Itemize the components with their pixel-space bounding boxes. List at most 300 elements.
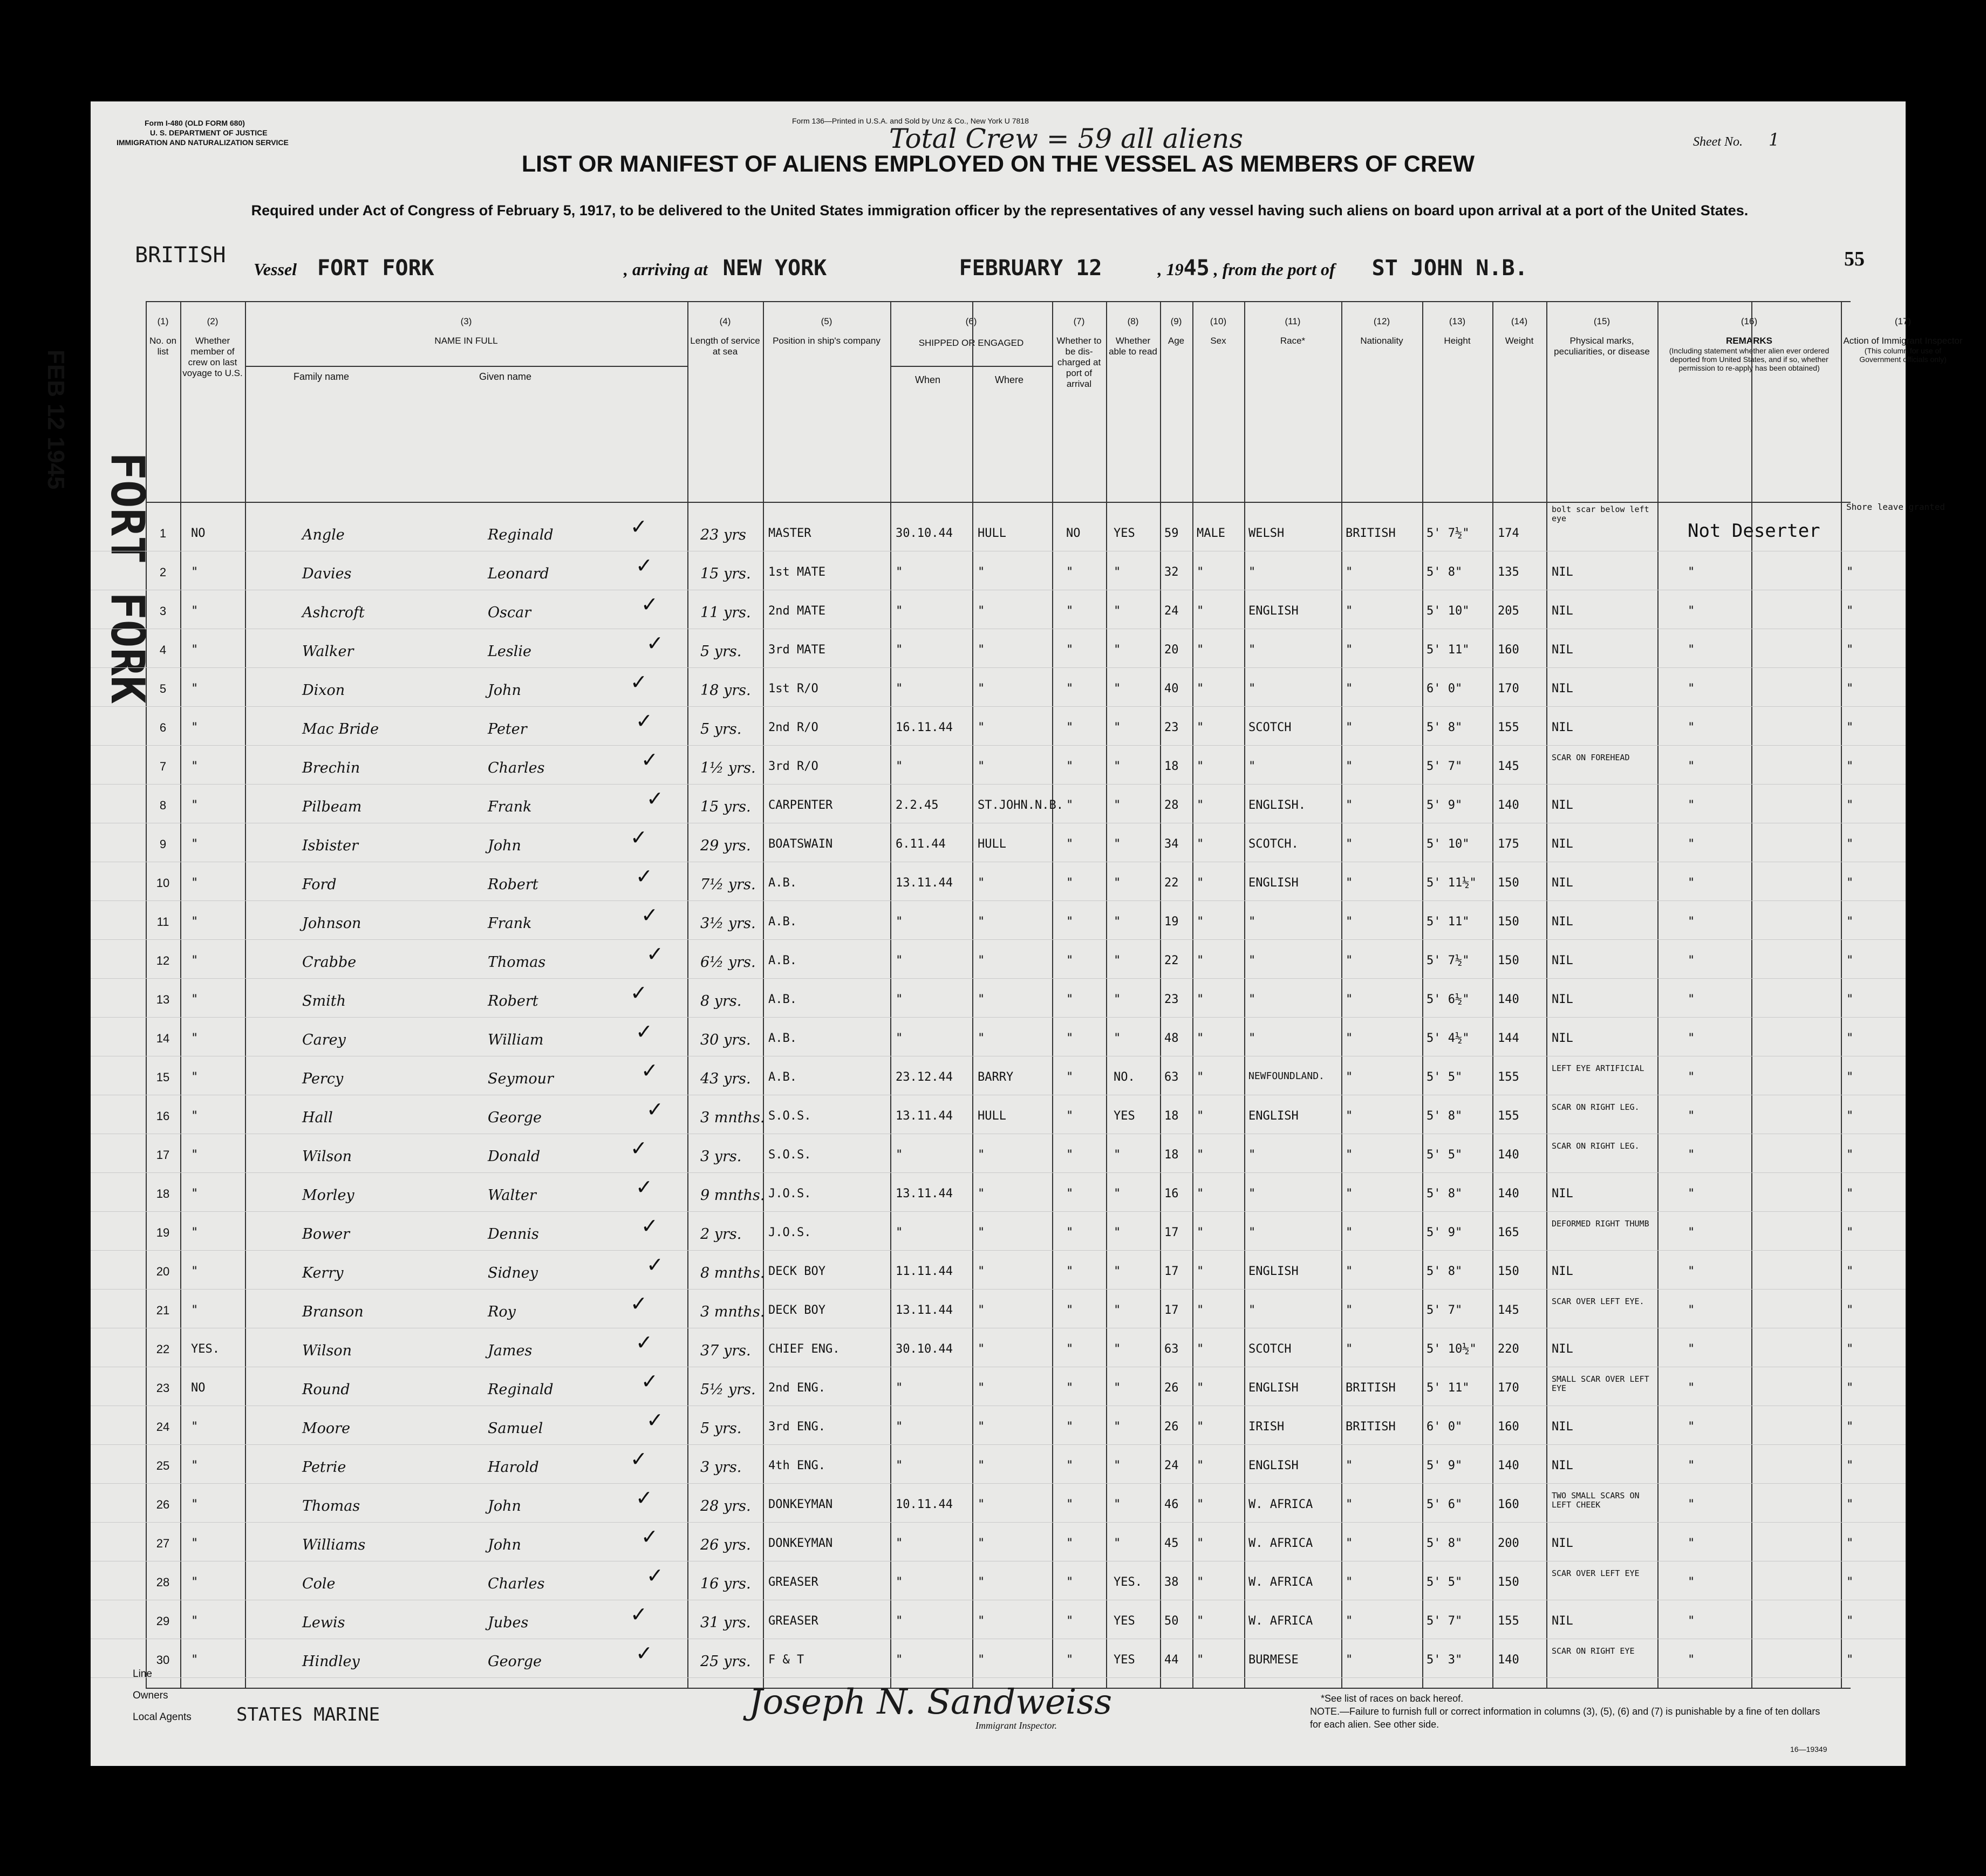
shipped-when-cell: "	[896, 565, 903, 579]
age-cell: 17	[1164, 1226, 1179, 1239]
height-cell: 5' 3"	[1427, 1653, 1463, 1667]
service-length-cell: 11 yrs.	[700, 604, 751, 621]
table-row	[91, 784, 1906, 823]
table-row	[91, 668, 1906, 707]
remarks-cell: "	[1688, 1498, 1695, 1511]
remarks-cell: "	[1688, 1304, 1695, 1317]
remarks-cell: "	[1688, 682, 1695, 695]
physical-marks-cell: NIL	[1552, 1614, 1573, 1628]
table-row	[91, 551, 1906, 590]
able-to-read-cell: "	[1114, 1265, 1121, 1278]
discharge-cell: "	[1066, 1342, 1074, 1356]
race-cell: W. AFRICA	[1248, 1575, 1313, 1589]
height-cell: 5' 5"	[1427, 1575, 1463, 1589]
height-cell: 5' 7½"	[1427, 527, 1470, 540]
service-length-cell: 3 mnths.	[700, 1109, 765, 1126]
race-cell: SCOTCH.	[1248, 837, 1299, 851]
family-name-cell: Percy	[302, 1070, 344, 1087]
form-number: Form I-480 (OLD FORM 680)	[145, 119, 245, 127]
given-name-cell: Jubes	[488, 1614, 529, 1631]
height-cell: 5' 5"	[1427, 1148, 1463, 1162]
physical-marks-cell: SCAR ON FOREHEAD	[1552, 753, 1630, 762]
row-number-cell: 23	[156, 1381, 170, 1395]
discharge-cell: "	[1066, 799, 1074, 812]
vessel-name: FORT FORK	[317, 256, 434, 281]
row-number-cell: 15	[156, 1070, 170, 1084]
given-name-cell: John	[488, 837, 521, 854]
shipped-where-cell: "	[978, 876, 985, 890]
physical-marks-cell: NIL	[1552, 604, 1573, 618]
physical-marks-cell: SCAR ON RIGHT LEG.	[1552, 1141, 1640, 1151]
physical-marks-cell: NIL	[1552, 993, 1573, 1006]
able-to-read-cell: "	[1114, 1148, 1121, 1162]
shipped-where-cell: "	[978, 1614, 985, 1628]
nationality-cell: "	[1346, 1342, 1353, 1356]
family-name-cell: Johnson	[302, 915, 361, 932]
height-cell: 5' 11½"	[1427, 876, 1477, 890]
inspector-action-cell: "	[1846, 799, 1854, 812]
weight-cell: 150	[1498, 1265, 1519, 1278]
row-number-cell: 1	[159, 527, 167, 540]
check-mark-icon: ✓	[641, 1369, 658, 1393]
sex-cell: "	[1197, 837, 1204, 851]
shipped-when-cell: 23.12.44	[896, 1070, 953, 1084]
service-name: IMMIGRATION AND NATURALIZATION SERVICE	[117, 138, 289, 147]
weight-cell: 135	[1498, 565, 1519, 579]
last-voyage-cell: "	[191, 1265, 199, 1278]
weight-cell: 155	[1498, 1614, 1519, 1628]
weight-cell: 140	[1498, 1187, 1519, 1200]
sex-cell: "	[1197, 1265, 1204, 1278]
discharge-cell: "	[1066, 876, 1074, 890]
height-cell: 5' 8"	[1427, 1187, 1463, 1200]
nationality-cell: "	[1346, 1148, 1353, 1162]
inspector-action-cell: "	[1846, 1109, 1854, 1123]
weight-cell: 140	[1498, 993, 1519, 1006]
weight-cell: 165	[1498, 1226, 1519, 1239]
nationality-cell: "	[1346, 876, 1353, 890]
vessel-line	[254, 256, 1528, 281]
family-name-cell: Cole	[302, 1575, 336, 1592]
service-length-cell: 3 yrs.	[700, 1148, 742, 1165]
col-header-action: (17) Action of Immigrant Inspector (This column for use of Government officials only)	[1843, 316, 1963, 364]
weight-cell: 155	[1498, 1109, 1519, 1123]
shipped-where-cell: "	[978, 1342, 985, 1356]
table-row	[91, 1212, 1906, 1251]
inspector-action-cell: "	[1846, 1265, 1854, 1278]
table-row	[91, 1445, 1906, 1484]
race-cell: "	[1248, 565, 1256, 579]
shipped-where-cell: HULL	[978, 527, 1006, 540]
family-name-cell: Carey	[302, 1032, 346, 1048]
able-to-read-cell: YES	[1114, 1653, 1135, 1667]
shipped-when-cell: "	[896, 1381, 903, 1395]
last-voyage-cell: "	[191, 915, 199, 929]
nationality-cell: "	[1346, 799, 1353, 812]
sex-cell: "	[1197, 1498, 1204, 1511]
sex-cell: "	[1197, 604, 1204, 618]
age-cell: 50	[1164, 1614, 1179, 1628]
col-header-height: (13) Height	[1444, 316, 1471, 346]
given-name-cell: Seymour	[488, 1070, 554, 1087]
service-length-cell: 43 yrs.	[700, 1070, 751, 1087]
shipped-when-cell: 13.11.44	[896, 1109, 953, 1123]
sex-cell: "	[1197, 643, 1204, 657]
family-name-cell: Wilson	[302, 1148, 352, 1165]
last-voyage-cell: "	[191, 721, 199, 734]
given-name-cell: John	[488, 682, 521, 699]
remarks-cell: "	[1688, 1148, 1695, 1162]
shipped-where-cell: "	[978, 1148, 985, 1162]
physical-marks-cell: NIL	[1552, 1187, 1573, 1200]
nationality-cell: "	[1346, 604, 1353, 618]
remarks-cell: "	[1688, 565, 1695, 579]
discharge-cell: "	[1066, 1070, 1074, 1084]
nationality-cell: "	[1346, 1032, 1353, 1045]
check-mark-icon: ✓	[646, 787, 664, 810]
check-mark-icon: ✓	[636, 864, 653, 888]
physical-marks-cell: NIL	[1552, 1342, 1573, 1356]
arrival-port: NEW YORK	[722, 256, 827, 281]
form-code: 16—19349	[1790, 1745, 1827, 1754]
check-mark-icon: ✓	[630, 1136, 647, 1160]
nationality-cell: "	[1346, 1459, 1353, 1472]
check-mark-icon: ✓	[636, 1641, 653, 1665]
service-length-cell: 26 yrs.	[700, 1537, 751, 1553]
age-cell: 34	[1164, 837, 1179, 851]
weight-cell: 140	[1498, 1653, 1519, 1667]
inspector-action-cell: "	[1846, 993, 1854, 1006]
physical-marks-cell: NIL	[1552, 565, 1573, 579]
shipped-where-cell: "	[978, 565, 985, 579]
family-name-cell: Wilson	[302, 1342, 352, 1359]
shipped-when-cell: "	[896, 643, 903, 657]
physical-marks-cell: SCAR ON RIGHT EYE	[1552, 1646, 1635, 1656]
col-header-name: (3) NAME IN FULL	[434, 316, 498, 346]
age-cell: 26	[1164, 1420, 1179, 1434]
position-cell: 1st MATE	[768, 565, 825, 579]
family-name-cell: Crabbe	[302, 954, 357, 971]
family-name-cell: Kerry	[302, 1265, 344, 1281]
nationality-cell: BRITISH	[1346, 527, 1396, 540]
position-cell: A.B.	[768, 876, 797, 890]
weight-cell: 174	[1498, 527, 1519, 540]
row-number-cell: 28	[156, 1575, 170, 1589]
inspector-action-cell: "	[1846, 1614, 1854, 1628]
nationality-cell: "	[1346, 760, 1353, 773]
shipped-when-cell: "	[896, 993, 903, 1006]
weight-cell: 150	[1498, 954, 1519, 967]
inspector-label: Immigrant Inspector.	[975, 1720, 1057, 1731]
check-mark-icon: ✓	[646, 1097, 664, 1121]
inspector-action-cell: "	[1846, 1537, 1854, 1550]
races-note: *See list of races on back hereof.	[1321, 1693, 1464, 1704]
physical-marks-cell: SCAR OVER LEFT EYE.	[1552, 1297, 1644, 1306]
height-cell: 5' 11"	[1427, 1381, 1470, 1395]
sex-cell: "	[1197, 1226, 1204, 1239]
manifest-sheet	[43, 101, 1963, 1766]
col-header-race: (11) Race*	[1280, 316, 1306, 346]
table-row	[91, 1134, 1906, 1173]
position-cell: J.O.S.	[768, 1226, 811, 1239]
table-row	[91, 940, 1906, 979]
position-cell: CHIEF ENG.	[768, 1342, 840, 1356]
nationality-cell: "	[1346, 993, 1353, 1006]
nationality-cell: "	[1346, 1070, 1353, 1084]
race-cell: NEWFOUNDLAND.	[1248, 1070, 1325, 1082]
position-cell: DONKEYMAN	[768, 1498, 833, 1511]
page-number: 55	[1844, 248, 1865, 270]
discharge-cell: "	[1066, 1381, 1074, 1395]
discharge-cell: "	[1066, 1653, 1074, 1667]
row-number-cell: 17	[156, 1148, 170, 1162]
discharge-cell: "	[1066, 643, 1074, 657]
inspector-action-cell: "	[1846, 1420, 1854, 1434]
check-mark-icon: ✓	[636, 1486, 653, 1510]
position-cell: 3rd R/O	[768, 760, 818, 773]
inspector-action-cell: "	[1846, 1032, 1854, 1045]
age-cell: 44	[1164, 1653, 1179, 1667]
shipped-where-cell: "	[978, 682, 985, 695]
position-cell: A.B.	[768, 993, 797, 1006]
table-row	[91, 1173, 1906, 1212]
discharge-cell: "	[1066, 954, 1074, 967]
race-cell: WELSH	[1248, 527, 1285, 540]
inspector-action-cell: "	[1846, 1575, 1854, 1589]
family-name-cell: Smith	[302, 993, 346, 1009]
service-length-cell: 18 yrs.	[700, 682, 751, 699]
discharge-cell: "	[1066, 1187, 1074, 1200]
service-length-cell: 7½ yrs.	[700, 876, 756, 893]
last-voyage-cell: "	[191, 1032, 199, 1045]
shipped-where-cell: HULL	[978, 837, 1006, 851]
physical-marks-cell: TWO SMALL SCARS ON LEFT CHEEK	[1552, 1491, 1640, 1510]
arrival-year: 45	[1183, 256, 1210, 281]
row-number-cell: 8	[159, 799, 167, 812]
position-cell: F & T	[768, 1653, 804, 1667]
height-cell: 5' 6"	[1427, 1498, 1463, 1511]
last-voyage-cell: "	[191, 1304, 199, 1317]
weight-cell: 205	[1498, 604, 1519, 618]
shipped-when-cell: "	[896, 915, 903, 929]
table-row	[91, 1018, 1906, 1056]
family-name-cell: Williams	[302, 1537, 366, 1553]
inspector-action-cell: Shore leave granted	[1846, 502, 1946, 512]
nationality-cell: "	[1346, 1187, 1353, 1200]
col-header-read: (8) Whether able to read	[1109, 316, 1157, 357]
height-cell: 6' 0"	[1427, 682, 1463, 695]
inspector-action-cell: "	[1846, 1187, 1854, 1200]
discharge-cell: "	[1066, 1226, 1074, 1239]
shipped-when-cell: "	[896, 760, 903, 773]
physical-marks-cell: LEFT EYE ARTIFICIAL	[1552, 1063, 1644, 1073]
family-name-cell: Angle	[302, 527, 345, 543]
race-cell: "	[1248, 643, 1256, 657]
nationality-cell: "	[1346, 915, 1353, 929]
age-cell: 22	[1164, 954, 1179, 967]
nationality-cell: "	[1346, 1226, 1353, 1239]
position-cell: 3rd ENG.	[768, 1420, 825, 1434]
age-cell: 17	[1164, 1304, 1179, 1317]
col-header-given-name: Given name	[479, 371, 532, 382]
able-to-read-cell: YES	[1114, 1109, 1135, 1123]
age-cell: 18	[1164, 1148, 1179, 1162]
position-cell: A.B.	[768, 1032, 797, 1045]
height-cell: 5' 8"	[1427, 1537, 1463, 1550]
able-to-read-cell: "	[1114, 760, 1121, 773]
physical-marks-cell: NIL	[1552, 837, 1573, 851]
last-voyage-cell: "	[191, 760, 199, 773]
age-cell: 24	[1164, 1459, 1179, 1472]
sex-cell: "	[1197, 1459, 1204, 1472]
nationality-cell: "	[1346, 1498, 1353, 1511]
position-cell: 2nd ENG.	[768, 1381, 825, 1395]
sex-cell: "	[1197, 1537, 1204, 1550]
shipped-when-cell: 30.10.44	[896, 527, 953, 540]
row-number-cell: 25	[156, 1459, 170, 1472]
race-cell: "	[1248, 682, 1256, 695]
table-row	[91, 1095, 1906, 1134]
position-cell: MASTER	[768, 527, 811, 540]
inspector-action-cell: "	[1846, 565, 1854, 579]
height-cell: 5' 9"	[1427, 799, 1463, 812]
age-cell: 26	[1164, 1381, 1179, 1395]
service-length-cell: 16 yrs.	[700, 1575, 751, 1592]
able-to-read-cell: "	[1114, 1381, 1121, 1395]
given-name-cell: John	[488, 1537, 521, 1553]
weight-cell: 155	[1498, 1070, 1519, 1084]
able-to-read-cell: "	[1114, 1226, 1121, 1239]
weight-cell: 160	[1498, 643, 1519, 657]
nationality-cell: "	[1346, 1575, 1353, 1589]
sex-cell: "	[1197, 682, 1204, 695]
physical-marks-cell: NIL	[1552, 643, 1573, 657]
service-length-cell: 3 mnths.	[700, 1304, 765, 1320]
shipped-when-cell: 13.11.44	[896, 1304, 953, 1317]
table-row	[91, 823, 1906, 862]
col-header-nationality: (12) Nationality	[1360, 316, 1403, 346]
given-name-cell: George	[488, 1109, 542, 1126]
remarks-cell: "	[1688, 837, 1695, 851]
remarks-cell: "	[1688, 993, 1695, 1006]
discharge-cell: "	[1066, 1109, 1074, 1123]
last-voyage-cell: "	[191, 1148, 199, 1162]
shipped-where-cell: "	[978, 1226, 985, 1239]
sex-cell: "	[1197, 1304, 1204, 1317]
table-row	[91, 629, 1906, 668]
discharge-cell: NO	[1066, 527, 1081, 540]
family-name-cell: Moore	[302, 1420, 351, 1437]
height-cell: 5' 10"	[1427, 837, 1470, 851]
able-to-read-cell: YES	[1114, 527, 1135, 540]
given-name-cell: Robert	[488, 876, 538, 893]
sheet-label: Sheet No.	[1693, 135, 1743, 149]
row-number-cell: 10	[156, 876, 170, 890]
sex-cell: "	[1197, 1381, 1204, 1395]
position-cell: BOATSWAIN	[768, 837, 833, 851]
shipped-when-cell: "	[896, 682, 903, 695]
race-cell: BURMESE	[1248, 1653, 1299, 1667]
last-voyage-cell: "	[191, 799, 199, 812]
nationality-cell: "	[1346, 1109, 1353, 1123]
family-name-cell: Dixon	[302, 682, 345, 699]
last-voyage-cell: "	[191, 643, 199, 657]
remarks-cell: Not Deserter	[1688, 520, 1820, 542]
shipped-where-cell: "	[978, 993, 985, 1006]
given-name-cell: Peter	[488, 721, 527, 738]
sex-cell: "	[1197, 915, 1204, 929]
vessel-label: Vessel	[254, 260, 297, 279]
shipped-where-cell: "	[978, 760, 985, 773]
check-mark-icon: ✓	[641, 903, 658, 927]
last-voyage-cell: "	[191, 604, 199, 618]
age-cell: 63	[1164, 1070, 1179, 1084]
race-cell: W. AFRICA	[1248, 1498, 1313, 1511]
shipped-when-cell: "	[896, 1148, 903, 1162]
col-header-position: (5) Position in ship's company	[773, 316, 881, 346]
sex-cell: "	[1197, 1109, 1204, 1123]
able-to-read-cell: "	[1114, 1304, 1121, 1317]
physical-marks-cell: NIL	[1552, 915, 1573, 929]
row-number-cell: 11	[156, 915, 169, 929]
given-name-cell: Roy	[488, 1304, 516, 1320]
table-row	[91, 1367, 1906, 1406]
remarks-cell: "	[1688, 1070, 1695, 1084]
inspector-action-cell: "	[1846, 1498, 1854, 1511]
sex-cell: "	[1197, 1070, 1204, 1084]
age-cell: 24	[1164, 604, 1179, 618]
weight-cell: 175	[1498, 837, 1519, 851]
inspector-action-cell: "	[1846, 915, 1854, 929]
weight-cell: 160	[1498, 1420, 1519, 1434]
date-stamp: FEB 12 1945	[43, 350, 69, 490]
height-cell: 5' 10"	[1427, 604, 1470, 618]
service-length-cell: 37 yrs.	[700, 1342, 751, 1359]
check-mark-icon: ✓	[646, 1408, 664, 1432]
year-prefix: , 19	[1157, 260, 1184, 279]
discharge-cell: "	[1066, 1459, 1074, 1472]
discharge-cell: "	[1066, 1265, 1074, 1278]
age-cell: 17	[1164, 1265, 1179, 1278]
nationality-cell: "	[1346, 1653, 1353, 1667]
weight-cell: 150	[1498, 915, 1519, 929]
race-cell: "	[1248, 1226, 1256, 1239]
able-to-read-cell: "	[1114, 1187, 1121, 1200]
family-name-cell: Brechin	[302, 760, 360, 776]
age-cell: 46	[1164, 1498, 1179, 1511]
check-mark-icon: ✓	[641, 1059, 658, 1082]
inspector-action-cell: "	[1846, 876, 1854, 890]
total-crew-note: Total Crew = 59 all aliens	[889, 123, 1244, 154]
race-cell: SCOTCH	[1248, 721, 1292, 734]
col-header-when: When	[915, 374, 941, 385]
shipped-where-cell: "	[978, 643, 985, 657]
table-row	[91, 901, 1906, 940]
col-header-service: (4) Length of service at sea	[690, 316, 760, 357]
able-to-read-cell: "	[1114, 565, 1121, 579]
position-cell: GREASER	[768, 1614, 818, 1628]
given-name-cell: Leslie	[488, 643, 532, 660]
row-number-cell: 21	[156, 1304, 170, 1317]
table-row	[91, 746, 1906, 784]
table-row	[91, 862, 1906, 901]
family-name-cell: Ford	[302, 876, 337, 893]
shipped-when-cell: 2.2.45	[896, 799, 939, 812]
row-number-cell: 18	[156, 1187, 170, 1200]
able-to-read-cell: "	[1114, 1498, 1121, 1511]
family-name-cell: Hindley	[302, 1653, 360, 1670]
sex-cell: "	[1197, 760, 1204, 773]
